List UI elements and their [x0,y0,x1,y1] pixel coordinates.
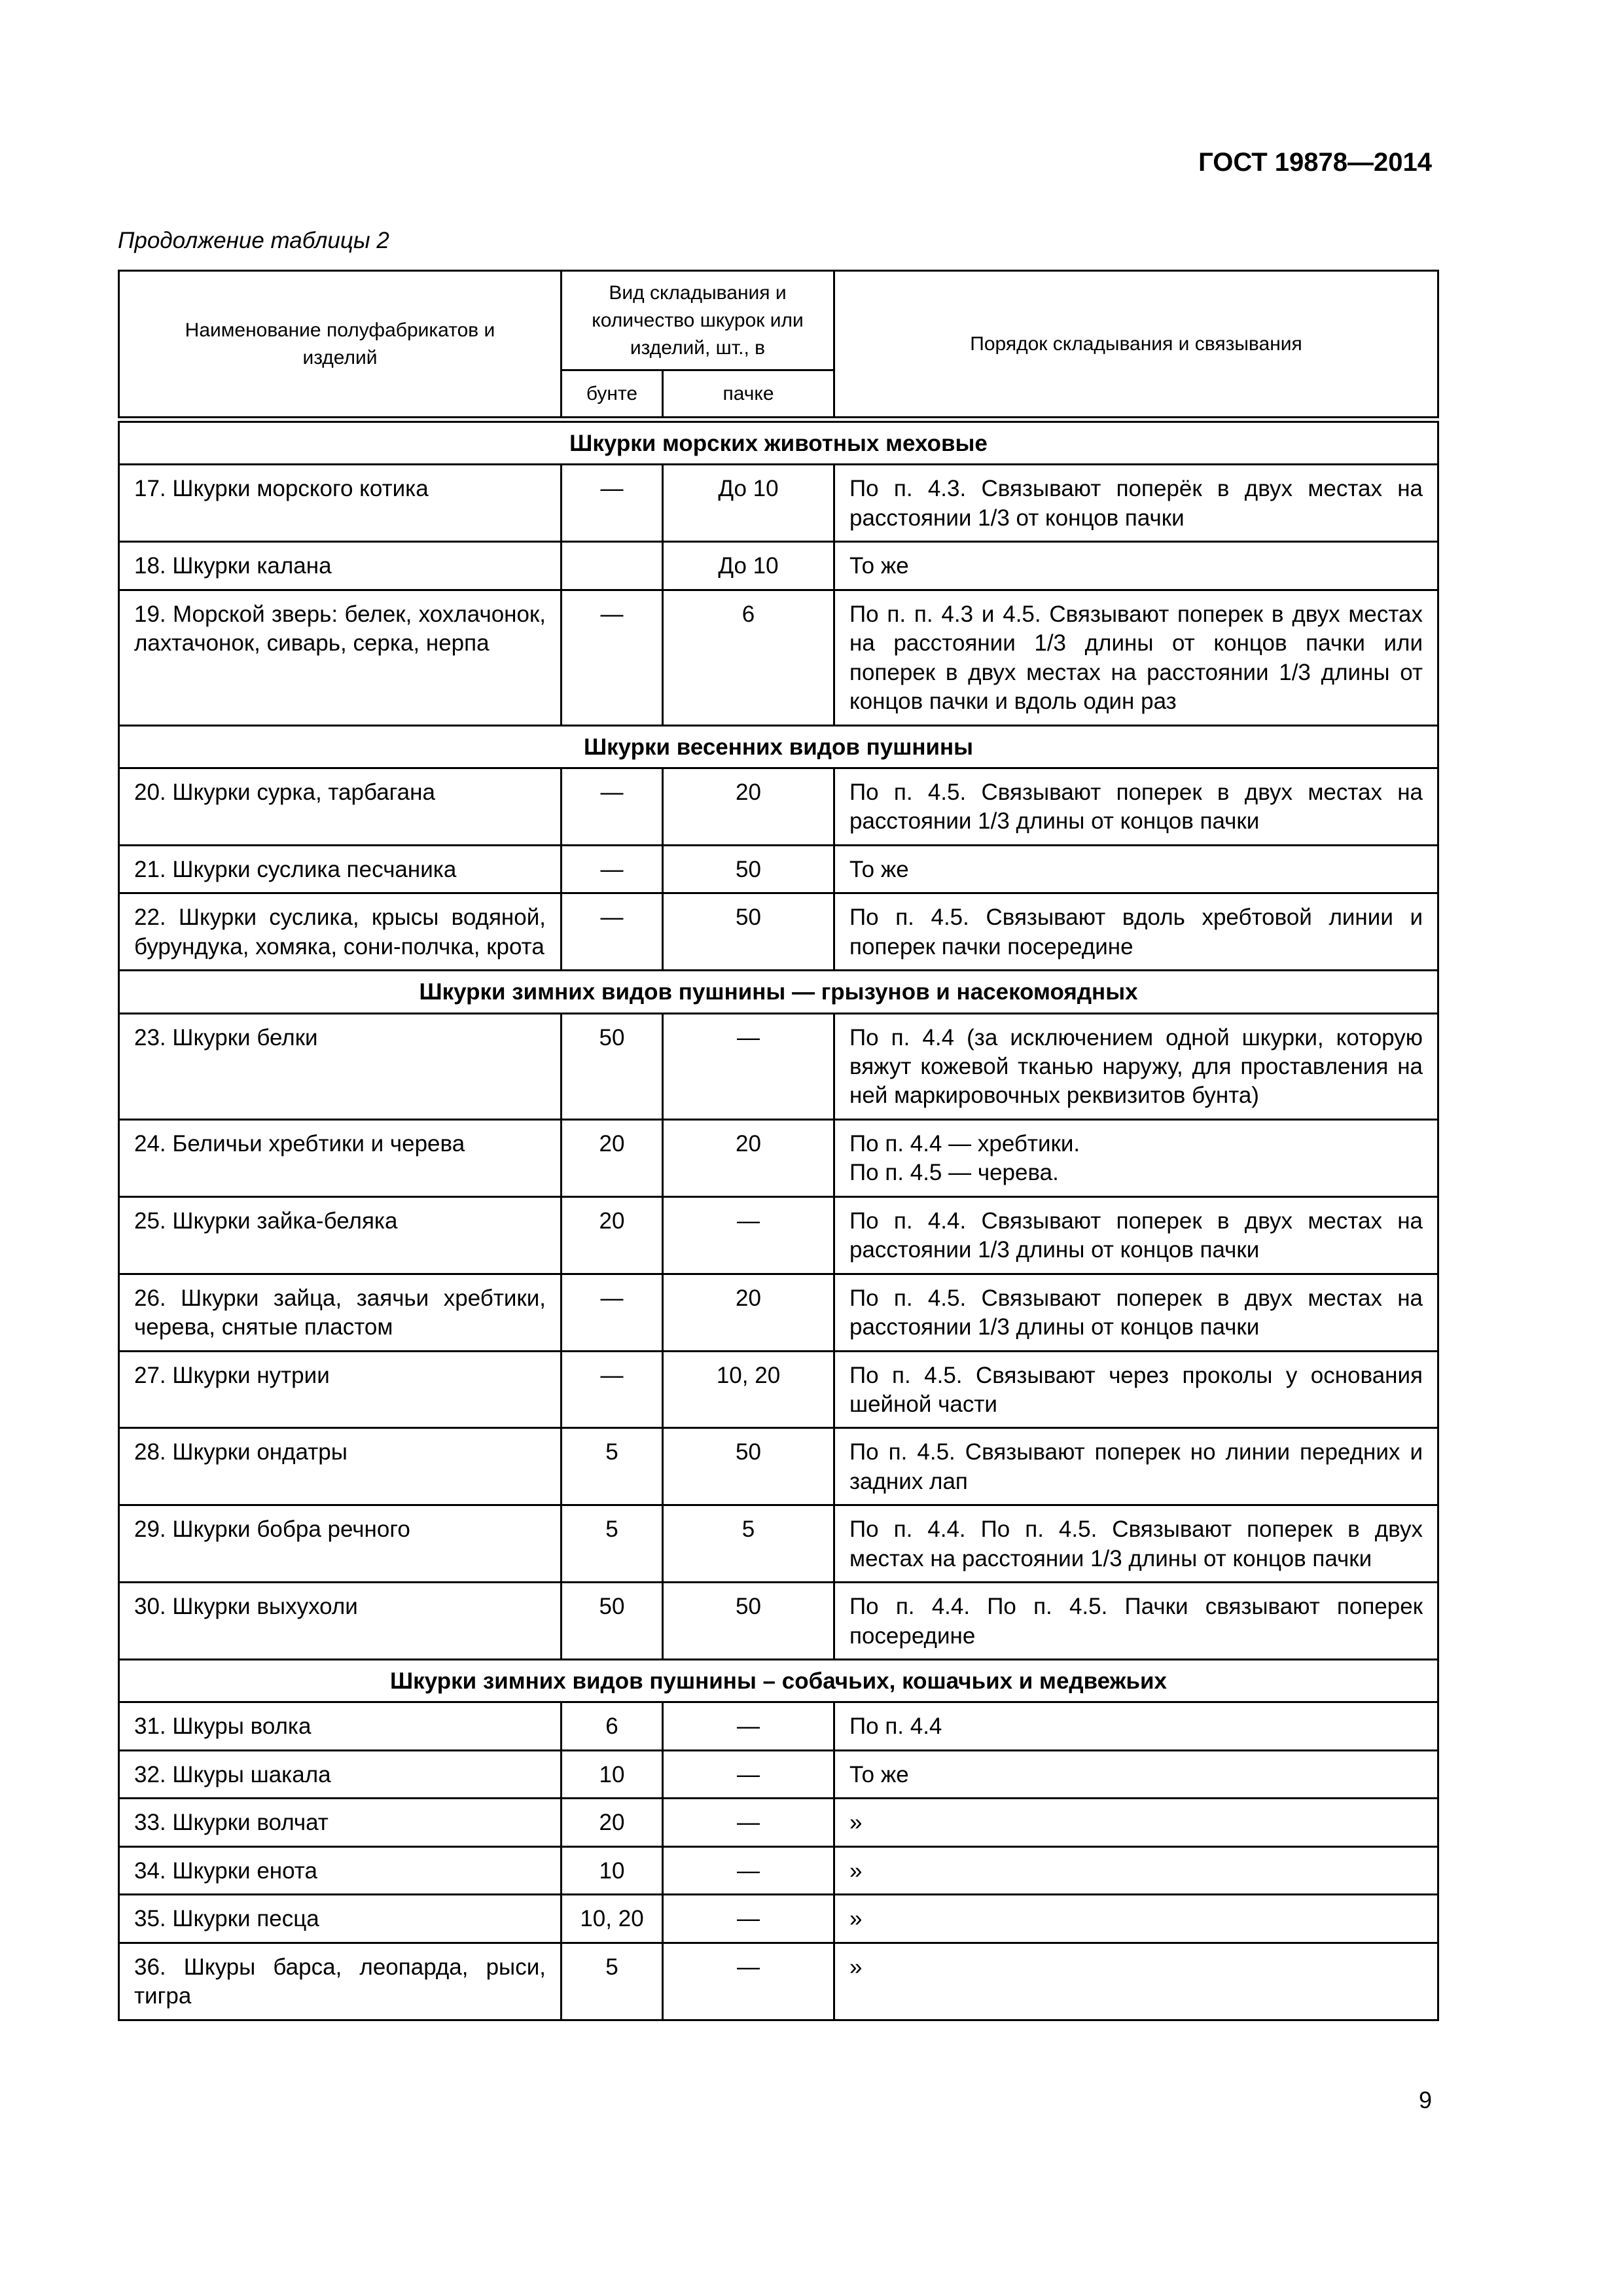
item-name-cell [119,1013,562,1119]
procedure-cell-text: По п. 4.4 (за исключением одной шкурки, которую вяжут кожевой тканью наружу, для проставления на ней маркировочных реквизитов бунта) [849,1024,1423,1109]
bunt-count-cell [562,768,663,845]
procedure-cell [834,1196,1438,1274]
header-order-label: Порядок складывания и связывания [970,332,1302,355]
procedure-cell [834,1119,1438,1196]
pachka-count-cell [663,1013,834,1119]
pachka-count-cell [663,590,834,725]
section-row [119,971,1438,1013]
bunt-count-cell [562,1196,663,1274]
section-title: Шкурки морских животных меховые [119,422,1438,465]
bunt-count-cell [562,1895,663,1943]
procedure-cell [834,768,1438,845]
bunt-count-cell [562,1274,663,1351]
table-row [119,465,1438,542]
table-row [119,1196,1438,1274]
item-name-cell-text: 28. Шкурки ондатры [134,1439,348,1465]
bunt-count-cell-text: 10, 20 [580,1906,644,1932]
procedure-cell [834,1702,1438,1750]
pachka-count-cell [663,1196,834,1274]
bunt-count-cell-text: 20 [599,1810,625,1836]
item-name-cell-text: 30. Шкурки выхухоли [134,1594,358,1620]
item-name-cell-text: 20. Шкурки сурка, тарбагана [134,779,435,805]
item-name-cell [119,1196,562,1274]
pachka-count-cell-text: 20 [736,779,761,805]
item-name-cell-text: 18. Шкурки калана [134,553,332,579]
section-row [119,422,1438,465]
item-name-cell [119,465,562,542]
table-row [119,1351,1438,1428]
procedure-cell [834,1750,1438,1798]
bunt-count-cell [562,845,663,893]
procedure-cell [834,1895,1438,1943]
item-name-cell-text: 25. Шкурки зайка-беляка [134,1208,398,1234]
item-name-cell [119,1505,562,1583]
bunt-count-cell-text: 50 [599,1024,625,1050]
pachka-count-cell [663,1505,834,1583]
item-name-cell-text: 32. Шкуры шакала [134,1761,331,1787]
procedure-cell [834,1013,1438,1119]
header-pachka-label: пачке [722,382,774,404]
item-name-cell [119,1799,562,1846]
procedure-cell-text: По п. 4.4 — хребтики. [849,1130,1080,1157]
bunt-count-cell-text: 10 [599,1761,625,1787]
item-name-cell-text: 19. Морской зверь: белек, хохлачонок, лахтачонок, сиварь, серка, нерпа [134,601,546,656]
procedure-cell-text: То же [849,856,909,882]
bunt-count-cell [562,1846,663,1894]
bunt-count-cell-text: — [600,601,624,627]
table-row [119,1119,1438,1196]
bunt-count-cell-text: 20 [599,1208,625,1234]
bunt-count-cell [562,1013,663,1119]
standard-code: ГОСТ 19878—2014 [1198,148,1432,177]
bunt-count-cell [562,1428,663,1505]
header-order-cell [834,271,1438,418]
bunt-count-cell [562,1943,663,2020]
header-name-label: Наименование полуфабрикатов и изделий [185,319,495,368]
pachka-count-cell [663,1799,834,1846]
pachka-count-cell-text: 5 [741,1516,755,1543]
bunt-count-cell-text: — [600,1285,624,1311]
bunt-count-cell [562,465,663,542]
item-name-cell [119,1428,562,1505]
item-name-cell-text: 17. Шкурки морского котика [134,476,429,502]
procedure-cell [834,1799,1438,1846]
bunt-count-cell-text: 5 [605,1439,618,1465]
procedure-cell-text: То же [849,1761,909,1787]
procedure-cell [834,1274,1438,1351]
bunt-count-cell [562,1583,663,1660]
section-title: Шкурки зимних видов пушнины – собачьих, кошачьих и медвежьих [119,1660,1438,1702]
bunt-count-cell-text: 20 [599,1130,625,1157]
pachka-count-cell [663,845,834,893]
pachka-count-cell [663,542,834,590]
bunt-count-cell [562,1119,663,1196]
bunt-count-cell [562,1505,663,1583]
procedure-cell-text-line2: По п. 4.5 — черева. [849,1160,1059,1186]
item-name-cell [119,1846,562,1894]
table-row [119,590,1438,725]
pachka-count-cell-text: — [737,1208,760,1234]
pachka-count-cell [663,1895,834,1943]
header-bunt-cell [562,370,663,418]
item-name-cell [119,1702,562,1750]
header-kind-label: Вид складывания и количество шкурок или изделий, шт., в [592,281,804,359]
item-name-cell [119,542,562,590]
section-row [119,1660,1438,1702]
item-name-cell [119,1943,562,2020]
table-row [119,893,1438,971]
item-name-cell [119,893,562,971]
table-row [119,1750,1438,1798]
pachka-count-cell-text: — [737,1810,760,1836]
pachka-count-cell-text: 20 [736,1285,761,1311]
item-name-cell-text: 34. Шкурки енота [134,1857,317,1884]
procedure-cell-text: По п. 4.5. Связывают поперек в двух местах на расстоянии 1/3 длины от концов пачки [849,779,1423,834]
bunt-count-cell [562,590,663,725]
procedure-cell [834,1943,1438,2020]
pachka-count-cell-text: 6 [741,601,755,627]
procedure-cell-text: По п. 4.4. По п. 4.5. Связывают поперек в двух местах на расстоянии 1/3 длины от концов пачки [849,1516,1423,1571]
procedure-cell-text: По п. п. 4.3 и 4.5. Связывают поперек в двух местах на расстоянии 1/3 длины от концов пачки или поперек в двух местах на расстоянии 1/3 длины от концов пачки и вдоль один раз [849,601,1423,715]
item-name-cell [119,845,562,893]
procedure-cell [834,845,1438,893]
bunt-count-cell-text: — [600,779,624,805]
pachka-count-cell [663,768,834,845]
bunt-count-cell-text: 50 [599,1594,625,1620]
bunt-count-cell [562,893,663,971]
table-row [119,1799,1438,1846]
pachka-count-cell [663,1943,834,2020]
pachka-count-cell-text: 50 [736,856,761,882]
item-name-cell-text: 26. Шкурки зайца, заячьи хребтики, черева, снятые пластом [134,1285,546,1340]
procedure-cell-text: По п. 4.5. Связывают поперек в двух местах на расстоянии 1/3 длины от концов пачки [849,1285,1423,1340]
bunt-count-cell-text: — [600,1362,624,1388]
procedure-cell-text: » [849,1857,863,1884]
pachka-count-cell [663,1274,834,1351]
item-name-cell [119,1351,562,1428]
table-row [119,1583,1438,1660]
item-name-cell-text: 33. Шкурки волчат [134,1810,329,1836]
item-name-cell-text: 22. Шкурки суслика, крысы водяной, бурундука, хомяка, сони-полчка, крота [134,905,546,960]
pachka-count-cell-text: — [737,1761,760,1787]
bunt-count-cell-text: 6 [605,1713,618,1740]
procedure-cell-text: По п. 4.5. Связывают через проколы у основания шейной части [849,1362,1423,1417]
header-bunt-label: бунте [586,382,638,404]
pachka-count-cell-text: 10, 20 [716,1362,781,1388]
pachka-count-cell [663,465,834,542]
table-row [119,1428,1438,1505]
procedure-cell [834,1846,1438,1894]
procedure-cell-text: » [849,1954,863,1980]
pachka-count-cell-text: 50 [736,1594,761,1620]
pachka-count-cell [663,1846,834,1894]
page-number: 9 [1418,2087,1432,2113]
section-title: Шкурки весенних видов пушнины [119,725,1438,768]
table-header [118,270,1439,418]
pachka-count-cell-text: — [737,1954,760,1980]
pachka-count-cell-text: — [737,1857,760,1884]
pachka-count-cell-text: До 10 [718,476,779,502]
section-row [119,725,1438,768]
table-row [119,1943,1438,2020]
bunt-count-cell-text: — [600,476,624,502]
item-name-cell-text: 27. Шкурки нутрии [134,1362,330,1388]
procedure-cell-text: По п. 4.4. По п. 4.5. Пачки связывают поперек посередине [849,1594,1423,1649]
table-caption: Продолжение таблицы 2 [118,228,389,253]
procedure-cell [834,893,1438,971]
procedure-cell-text: По п. 4.4 [849,1713,942,1740]
item-name-cell-text: 29. Шкурки бобра речного [134,1516,410,1543]
item-name-cell [119,1583,562,1660]
section-title: Шкурки зимних видов пушнины — грызунов и насекомоядных [119,971,1438,1013]
pachka-count-cell [663,893,834,971]
header-name-cell [119,271,562,418]
table-row [119,1846,1438,1894]
table-row [119,542,1438,590]
item-name-cell-text: 24. Беличьи хребтики и черева [134,1130,465,1157]
header-kind-cell [562,271,834,370]
procedure-cell-text: По п. 4.5. Связывают вдоль хребтовой линии и поперек пачки посередине [849,905,1423,960]
pachka-count-cell-text: 20 [736,1130,761,1157]
table-row [119,1895,1438,1943]
table-row [119,845,1438,893]
pachka-count-cell [663,1119,834,1196]
bunt-count-cell [562,1799,663,1846]
procedure-cell [834,590,1438,725]
item-name-cell [119,1274,562,1351]
pachka-count-cell [663,1583,834,1660]
item-name-cell [119,1119,562,1196]
bunt-count-cell-text: 5 [605,1516,618,1543]
item-name-cell [119,590,562,725]
procedure-cell [834,465,1438,542]
table-row [119,1505,1438,1583]
pachka-count-cell [663,1702,834,1750]
item-name-cell-text: 36. Шкуры барса, леопарда, рыси, тигра [134,1954,546,2009]
item-name-cell-text: 23. Шкурки белки [134,1024,318,1050]
procedure-cell-text: По п. 4.5. Связывают поперек но линии передних и задних лап [849,1439,1423,1494]
pachka-count-cell-text: 50 [736,1439,761,1465]
procedure-cell-text: По п. 4.3. Связывают поперёк в двух местах на расстоянии 1/3 от концов пачки [849,476,1423,531]
procedure-cell [834,1428,1438,1505]
item-name-cell [119,768,562,845]
pachka-count-cell-text: — [737,1024,760,1050]
bunt-count-cell-text: — [600,905,624,931]
pachka-count-cell-text: До 10 [718,553,779,579]
pachka-count-cell-text: — [737,1713,760,1740]
table-row [119,1702,1438,1750]
item-name-cell-text: 31. Шкуры волка [134,1713,312,1740]
item-name-cell-text: 21. Шкурки суслика песчаника [134,856,457,882]
item-name-cell-text: 35. Шкурки песца [134,1906,319,1932]
table-body [118,421,1439,2021]
procedure-cell-text: » [849,1810,863,1836]
bunt-count-cell-text: 5 [605,1954,618,1980]
table-row [119,1274,1438,1351]
procedure-cell [834,1583,1438,1660]
bunt-count-cell-text: 10 [599,1857,625,1884]
pachka-count-cell [663,1351,834,1428]
table-row [119,1013,1438,1119]
procedure-cell-text: » [849,1906,863,1932]
bunt-count-cell [562,1750,663,1798]
item-name-cell [119,1895,562,1943]
bunt-count-cell [562,1351,663,1428]
procedure-cell-text: То же [849,553,909,579]
procedure-cell [834,542,1438,590]
header-pachka-cell [663,370,834,418]
pachka-count-cell-text: 50 [736,905,761,931]
pachka-count-cell [663,1428,834,1505]
bunt-count-cell-text: — [600,856,624,882]
procedure-cell [834,1351,1438,1428]
item-name-cell [119,1750,562,1798]
procedure-cell [834,1505,1438,1583]
table-row [119,768,1438,845]
pachka-count-cell-text: — [737,1906,760,1932]
bunt-count-cell [562,1702,663,1750]
bunt-count-cell [562,542,663,590]
procedure-cell-text: По п. 4.4. Связывают поперек в двух местах на расстоянии 1/3 длины от концов пачки [849,1208,1423,1263]
pachka-count-cell [663,1750,834,1798]
